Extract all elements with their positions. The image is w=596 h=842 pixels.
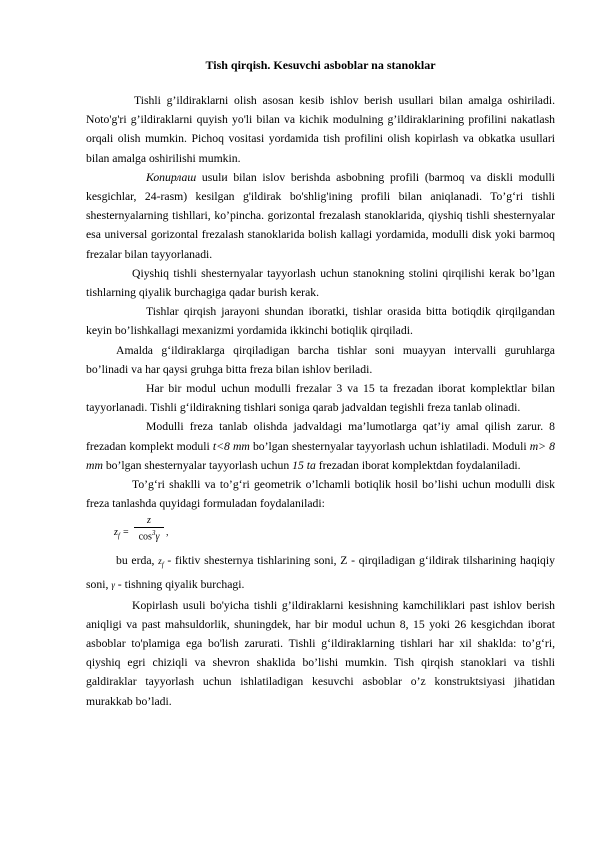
formula-fictive-teeth (86, 515, 555, 549)
cutter-count: 15 ta (292, 458, 316, 472)
paragraph-copying-text: usulи bilan islov berishda asbobning profili (barmoq va diskli modulli kesgichlar, 24-rasm) kesilgan g'ildirak bo'shlig'ining profili bilan aniqlanadi. To’g‘ri tishli shesternyalarning tishllari, ko’pincha. gorizontal frezalash stanoklarida, qiyshiq tishli shesternyalar esa universal gorizontal frezalash stanoklarida bolish kallagi yordamida, modulli disk yoki barmoq frezalar bilan tayyorlanadi. (86, 170, 555, 261)
document-page (86, 52, 555, 711)
symbol-zf: $z_f$ (158, 556, 164, 570)
module-condition-1: t<8 mm (212, 439, 250, 453)
definitions-text-1: bu erda, (116, 554, 159, 568)
selection-text-3: bo’lgan shesternyalar tayyorlash uchun (102, 458, 293, 472)
paragraph-process: Tishlar qirqish jarayoni shundan iboratki, tishlar orasida bitta botiqdik qirqilgandan keyin bo’lishkallagi mexanizmi yordamida ikkinchi botiqlik qirqiladi. (86, 305, 555, 338)
formula-denominator: $\cos^3\gamma$ (138, 529, 160, 543)
document-title: Tish qirqish. Kesuvchi asboblar na stanoklar (205, 58, 436, 72)
paragraph-sets: Har bir modul uchun modulli frezalar 3 va 15 ta frezadan iborat komplektlar bilan tayyorlanadi. Tishli g‘ildirakning tishlari soniga qarab jadvaldan tegishli freza tanlab olinadi. (86, 382, 555, 415)
paragraph-drawbacks: Kopirlash usuli bo'yicha tishli g’ildiraklarni kesishning kamchiliklari past ishlov berish aniqligi va past mahsuldorlik, shuningdek, har bir modul uchun 8, 15 yoki 26 kesgichdan iborat asboblar to'plamiga ega bo'lish zarurati. Tishli g‘ildiraklarning tishlari har xil shaklda: to’g‘ri, qiyshiq egri chiziqli va shevron shaklida bo’lishi mumkin. Tish qirqish stanoklari va tishli galdiraklar tayyorlash uchun ishlatiladigan kesuvchi asboblar o’z konstruktsiyasi jihatidan murakkab bo’ladi. (86, 598, 555, 708)
paragraph-formula-intro: To’g‘ri shaklli va to’g‘ri geometrik o’lchamli botiqlik hosil bo’lishi uchun modulli disk freza tanlashda quyidagi formuladan foydalaniladi: (86, 478, 555, 511)
paragraph-copying (86, 168, 555, 264)
formula-fraction (134, 515, 164, 542)
selection-text-2: bo’lgan shesternyalar tayyorlash uchun ishlatiladi. Moduli (249, 439, 530, 453)
formula-numerator: z (134, 515, 164, 528)
selection-text-4: frezadan iborat komplektdan foydalaniladi. (315, 458, 521, 472)
copying-term: Копирлаш (146, 170, 197, 184)
symbol-gamma: γ (111, 580, 115, 591)
definitions-text-2: - fiktiv shesternya tishlarining soni, Z - qirqiladigan g‘ildirak tilsharining haqiqiy soni, (86, 554, 555, 592)
selection-text-1: Modulli freza tanlab olishda jadvaldagi ma’lumotlarga qat’iy amal qilish zarur. 8 frezadan komplekt moduli (86, 420, 555, 453)
paragraph-helical: Qiyshiq tishli shesternyalar tayyorlash uchun stanokning stolini qirqilishi kerak bo’lgan tishlarning qiyalik burchagiga qadar burish kerak. (86, 266, 555, 300)
formula-lhs: $z_f$ = (114, 527, 130, 541)
paragraph-selection (86, 417, 555, 475)
module-condition-2: m> 8 mm (86, 439, 555, 472)
definitions-text-3: - tishning qiyalik burchagi. (114, 578, 245, 592)
paragraph-intro: Tishli g’ildiraklarni olish asosan kesib ishlov berish usullari bilan amalga oshiriladi. Noto'g'ri g’ildiraklarni quyish yo'li bilan va kichik modulning g’ildiraklarining profilini nakatlash orqali olish mumkin. Pichoq vositasi yordamida tish profilini olish kopirlash va obkatka usullari bilan amalga oshirilishi mumkin. (86, 94, 555, 165)
paragraph-definitions (86, 551, 555, 595)
paragraph-groups: Amalda g‘ildiraklarga qirqiladigan barcha tishlar soni muayyan intervalli guruhlarga bo’linadi va har qaysi gruhga bitta freza bilan ishlov beriladi. (86, 343, 555, 376)
formula-comma: , (166, 527, 169, 539)
